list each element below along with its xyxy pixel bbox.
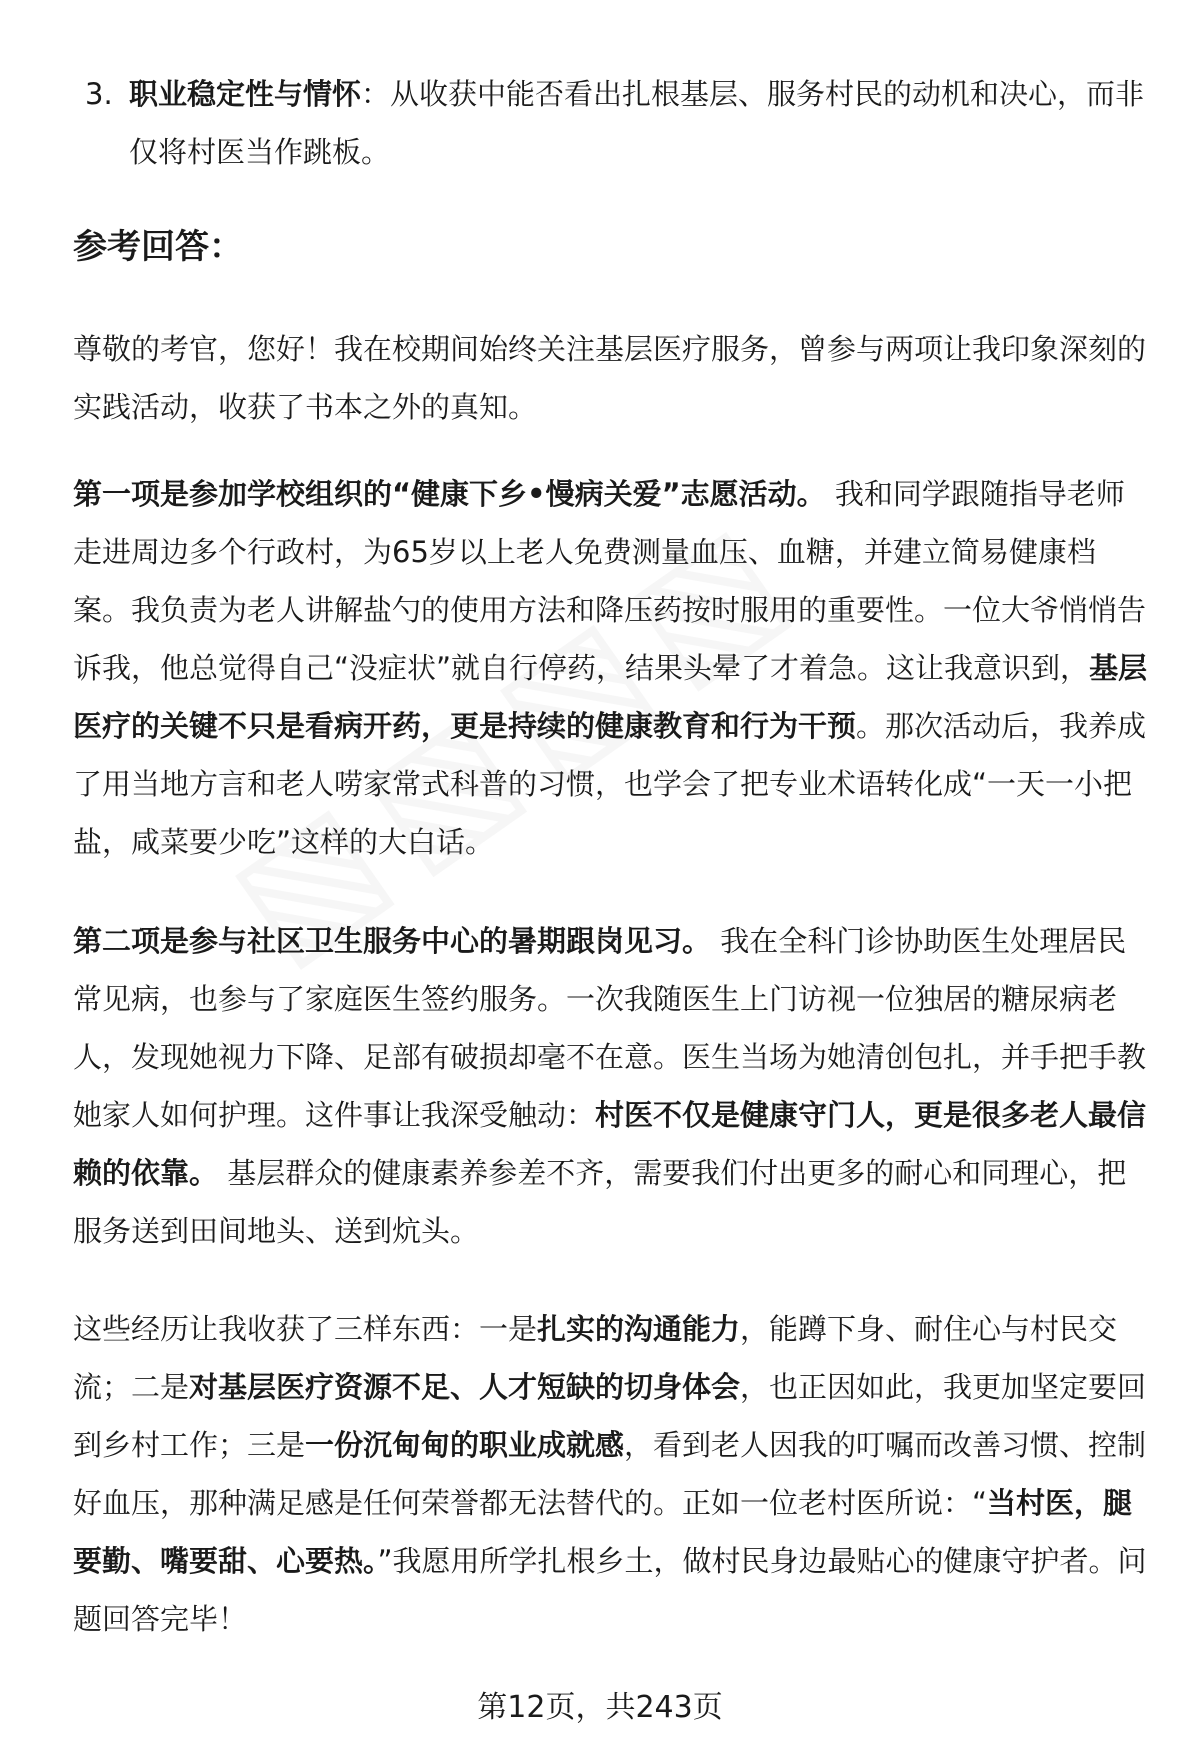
summary-text-5: ”我愿用所学扎根乡土，做村民身边最贴心的健康守护者。问题回答完毕！ [73,1544,1147,1636]
first-activity-conclusion: 。那次活动后，我养成了用当地方言和老人唠家常式科普的习惯，也学会了把专业术语转化成“一天一小把盐，咸菜要少吃”这样的大白话。 [73,709,1147,859]
second-activity-conclusion: 基层群众的健康素养参差不齐，需要我们付出更多的耐心和同理心，把服务送到田间地头、送到炕头。 [73,1156,1127,1248]
list-item-text: ：从收获中能否看出扎根基层、服务村民的动机和决心，而非仅将村医当作跳板。 [129,77,1145,169]
first-activity-text: 我和同学跟随指导老师走进周边多个行政村，为65岁以上老人免费测量血压、血糖，并建立简易健康档案。我负责为老人讲解盐勺的使用方法和降压药按时服用的重要性。一位大爷悄悄告诉我，他总觉得自己“没症状”就自行停药，结果头晕了才着急。这让我意识到， [73,477,1147,685]
first-activity-paragraph [73,465,1148,871]
list-item-body [129,65,1145,181]
summary-text-2: ，能蹲下身、耐住心与村民交流；二是 [73,1312,1118,1404]
first-activity-insight: 基层医疗的关键不只是看病开药，更是持续的健康教育和行为干预 [73,651,1148,743]
list-number: 3. [85,77,113,111]
summary-bold-2: 对基层医疗资源不足、人才短缺的切身体会 [189,1370,741,1404]
summary-paragraph [73,1300,1148,1648]
summary-text-1: 这些经历让我收获了三样东西：一是 [73,1312,538,1346]
intro-paragraph: 尊敬的考官，您好！我在校期间始终关注基层医疗服务，曾参与两项让我印象深刻的实践活动，收获了书本之外的真知。 [73,332,1147,424]
second-activity-paragraph [73,912,1148,1260]
summary-bold-3: 一份沉甸甸的职业成就感 [305,1428,625,1462]
list-item-title: 职业稳定性与情怀 [129,77,362,111]
second-activity-text: 我在全科门诊协助医生处理居民常见病，也参与了家庭医生签约服务。一次我随医生上门访视一位独居的糖尿病老人，发现她视力下降、足部有破损却毫不在意。医生当场为她清创包扎，并手把手教她家人如何护理。这件事让我深受触动： [73,924,1147,1132]
summary-bold-1: 扎实的沟通能力 [537,1312,741,1346]
summary-text-4: ，看到老人因我的叮嘱而改善习惯、控制好血压，那种满足感是任何荣誉都无法替代的。正如一位老村医所说：“ [73,1428,1147,1520]
page-number-footer: 第12页，共243页 [477,1690,723,1725]
summary-text-3: ，也正因如此，我更加坚定要回到乡村工作；三是 [73,1370,1147,1462]
second-activity-title: 第二项是参与社区卫生服务中心的暑期跟岗见习。 [73,924,712,958]
second-activity-insight: 村医不仅是健康守门人，更是很多老人最信赖的依靠。 [73,1098,1147,1190]
first-activity-title: 第一项是参加学校组织的“健康下乡•慢病关爱”志愿活动。 [73,477,826,511]
summary-quote: 当村医，腿要勤、嘴要甜、心要热。 [73,1486,1133,1578]
criteria-list-item [85,65,1145,181]
section-heading: 参考回答： [73,227,243,267]
